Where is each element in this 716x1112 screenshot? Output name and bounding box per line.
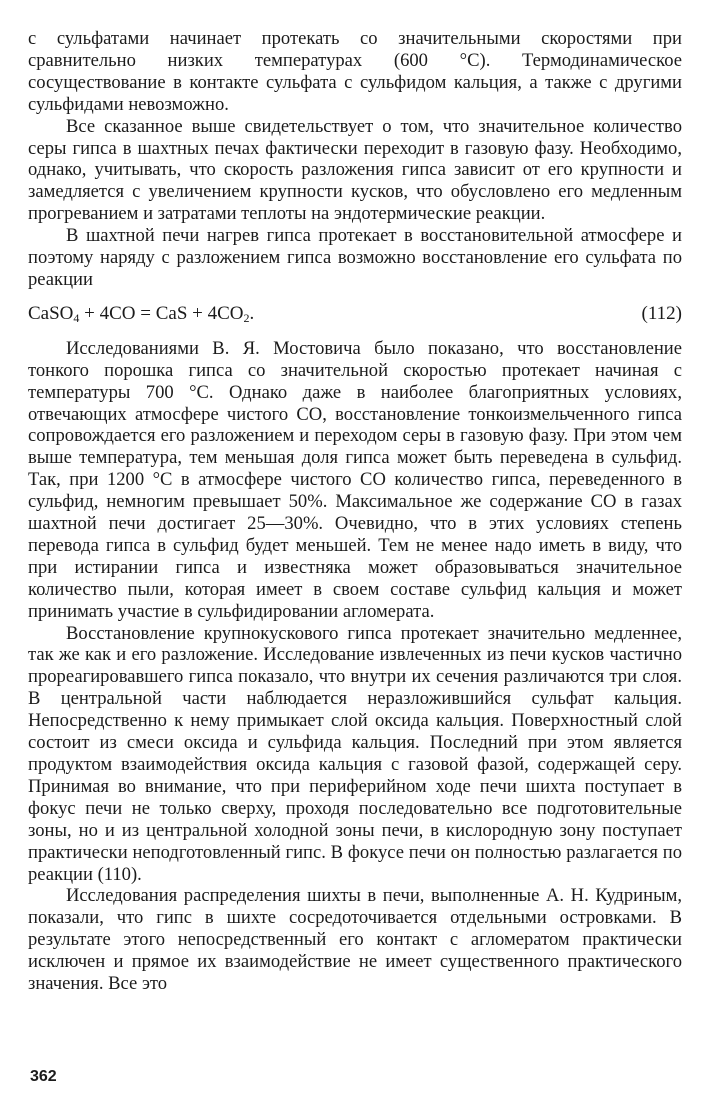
equation-subscript-2: 2 [243, 310, 250, 325]
equation-part-3: . [249, 302, 255, 324]
paragraph-4: Исследованиями В. Я. Мостовича было показано, что восстановление тонкого порошка гипса со значительной скоростью протекает начиная с температуры 700 °С. Однако даже в наиболее благоприятных условиях, отвечающих атмосфере чистого СО, восстановление тонкоизмельченного гипса сопровождается его разложением и переходом серы в газовую фазу. При этом чем выше температура, тем меньшая доля гипса может быть переведена в сульфид. Так, при 1200 °С в атмосфере чистого СО количество гипса, переведенного в сульфид, немногим превышает 50%. Максимальное же содержание СО в газах шахтной печи достигает 25—30%. Очевидно, что в этих условиях степень перевода гипса в сульфид будет меньшей. Тем не менее надо иметь в виду, что при истирании гипса и известняка может образовываться значительное количество пыли, которая имеет в своем составе сульфид кальция и может принимать участие в сульфидировании агломерата. [28, 337, 682, 622]
equation-subscript-1: 4 [73, 310, 80, 325]
paragraph-1: с сульфатами начинает протекать со значительными скоростями при сравнительно низких температурах (600 °С). Термодинамическое сосуществование в контакте сульфата с сульфидом кальция, а также с другими сульфидами невозможно. [28, 28, 682, 115]
paragraph-3: В шахтной печи нагрев гипса протекает в восстановительной атмосфере и поэтому наряду с разложением гипса возможно восстановление его сульфата по реакции [28, 225, 682, 290]
paragraph-5: Восстановление крупнокускового гипса протекает значительно медленнее, так же как и его разложение. Исследование извлеченных из печи кусков частично прореагировавшего гипса показало, что внутри их сечения различаются три слоя. В центральной части наблюдается неразложившийся сульфат кальция. Непосредственно к нему примыкает слой оксида кальция. Поверхностный слой состоит из смеси оксида и сульфида кальция. Последний при этом является продуктом взаимодействия оксида кальция с газовой фазой, содержащей серу. Принимая во внимание, что при периферийном ходе печи шихта поступает в фокус печи не только сверху, проходя последовательно все подготовительные зоны, но и из центральной холодной зоны печи, в кислородную зону поступает практически неподготовленный гипс. В фокусе печи он полностью разлагается по реакции (110). [28, 622, 682, 885]
paragraph-6: Исследования распределения шихты в печи, выполненные А. Н. Кудриным, показали, что гипс в шихте сосредоточивается отдельными островками. В результате этого непосредственный его контакт с агломератом практически исключен и прямое их взаимодействие не имеет существенного практического значения. Все это [28, 885, 682, 995]
page-body [28, 28, 682, 995]
equation-part-2: + 4CO = CaS + 4CO [79, 302, 244, 324]
equation-part-1: CaSO [28, 302, 74, 324]
equation-number: (112) [641, 302, 682, 324]
equation-112 [28, 303, 682, 325]
page-number: 362 [30, 1068, 57, 1085]
equation-formula [28, 303, 254, 325]
paragraph-2: Все сказанное выше свидетельствует о том, что значительное количество серы гипса в шахтных печах фактически переходит в газовую фазу. Необходимо, однако, учитывать, что скорость разложения гипса зависит от его крупности и замедляется с увеличением крупности кусков, что обусловлено его медленным прогреванием и затратами теплоты на эндотермические реакции. [28, 115, 682, 225]
